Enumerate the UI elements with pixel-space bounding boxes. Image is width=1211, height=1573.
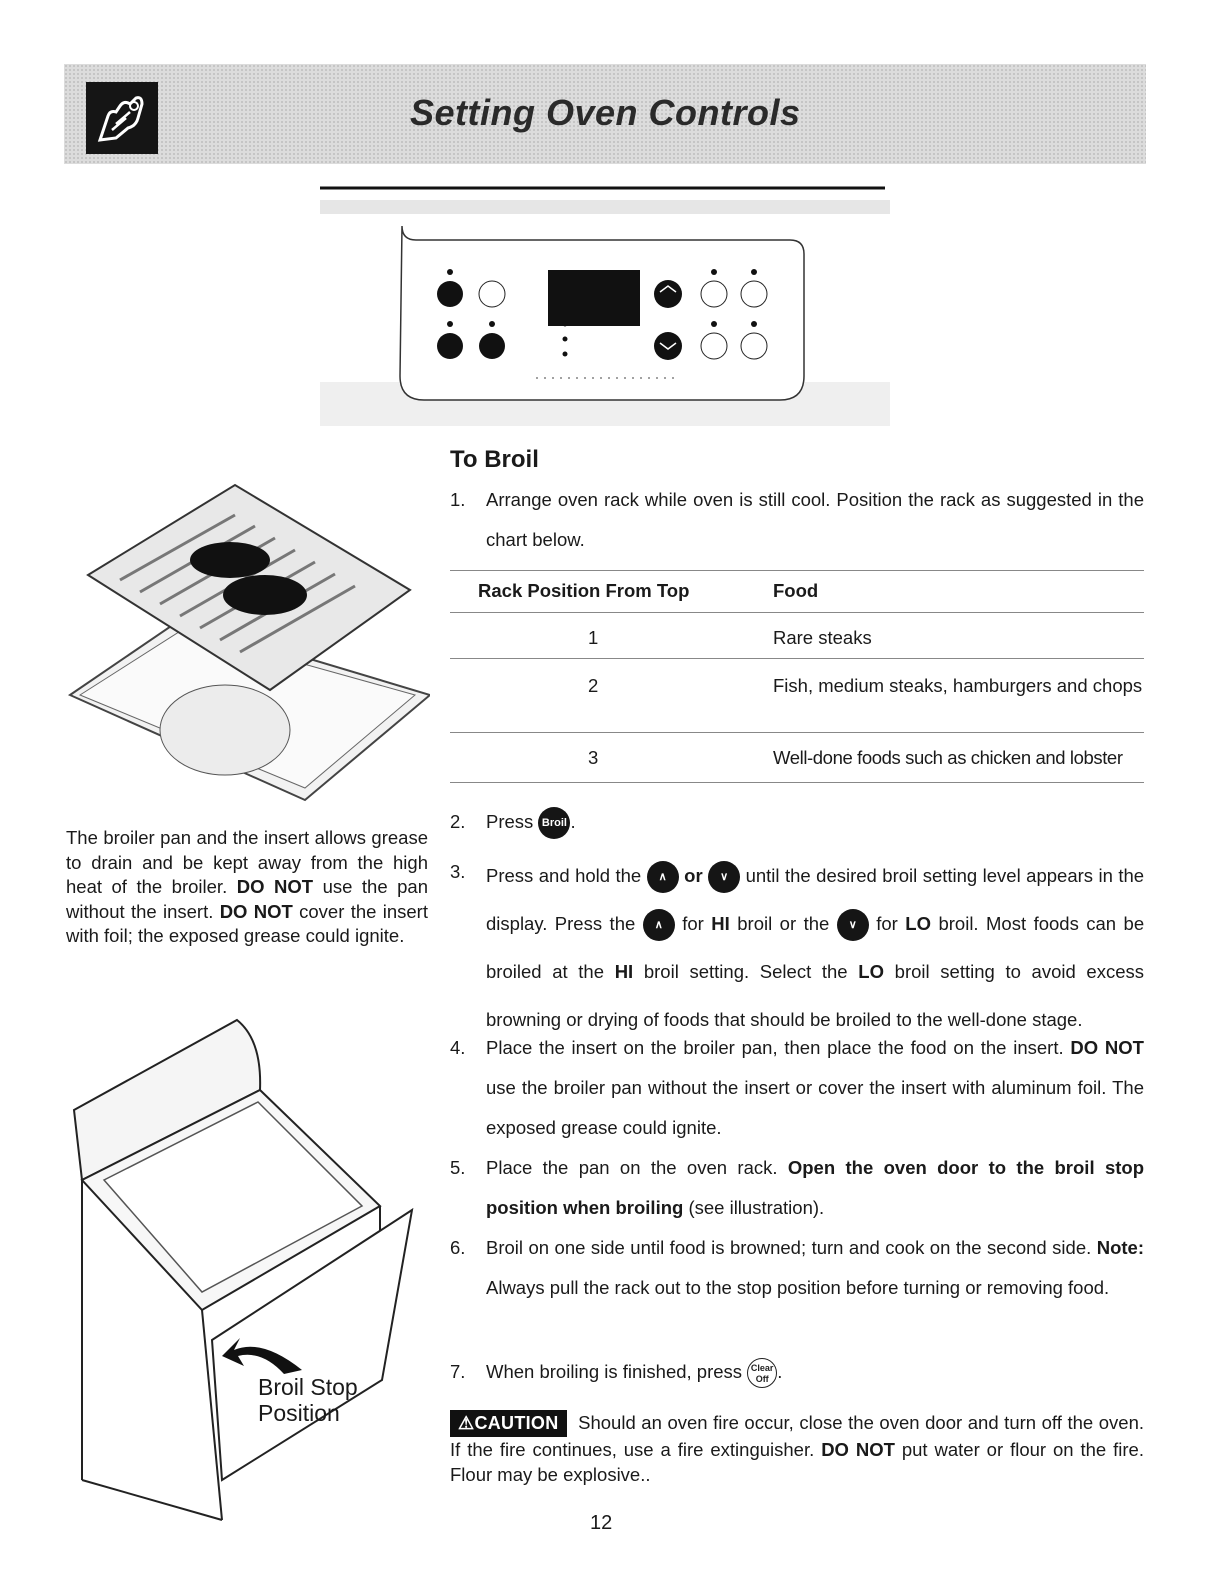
up-arrow-button-icon: ∧ — [647, 861, 679, 893]
page-title: Setting Oven Controls — [410, 92, 801, 133]
step-text: Arrange oven rack while oven is still cool. Position the rack as suggested in the chart below. — [486, 489, 1144, 550]
section-title: To Broil — [450, 446, 539, 473]
step-5 — [450, 1148, 1144, 1228]
step-text: Press and hold the ∧ or ∨ until the desired broil setting level appears in the display. Press the ∧ for HI broil or the ∨ for LO broil. Most foods can be broiled at the HI broil setting. Select the LO broil setting to avoid excess browning or drying of foods that should be broiled to the well-done stage. — [486, 852, 1144, 1044]
broil-button-icon: Broil — [538, 807, 570, 839]
range-broil-stop-illustration — [62, 1010, 422, 1530]
broil-stop-position-label — [258, 1374, 358, 1426]
step-3 — [450, 852, 1145, 1030]
caution-notice: ⚠CAUTION Should an oven fire occur, close the oven door and turn off the oven. If the fire continues, use a fire extinguisher. DO NOT put water or flour on the fire. Flour may be explosive.. — [450, 1412, 1145, 1485]
table-cell-position: 1 — [588, 627, 599, 648]
step-number: 4. — [450, 1037, 466, 1058]
page-number: 12 — [590, 1512, 613, 1534]
broiler-pan-caption: The broiler pan and the insert allows grease to drain and be kept away from the high heat of the broiler. DO NOT use the pan without the insert. DO NOT cover the insert with foil; the exposed grease could ignite. — [66, 827, 428, 946]
down-arrow-button-icon: ∨ — [708, 861, 740, 893]
table-cell-food: Fish, medium steaks, hamburgers and chops — [773, 675, 1143, 696]
step-4 — [450, 1028, 1144, 1148]
step-text: Broil on one side until food is browned; turn and cook on the second side. Note: Always pull the rack out to the stop position before turning or removing food. — [486, 1237, 1145, 1298]
down-arrow-button-icon: ∨ — [837, 909, 869, 941]
section-logo — [86, 82, 158, 154]
table-cell-food: Well-done foods such as chicken and lobster — [773, 747, 1123, 768]
step-7 — [450, 1352, 1144, 1392]
step-text: Place the insert on the broiler pan, then place the food on the insert. DO NOT use the broiler pan without the insert or cover the insert with aluminum foil. The exposed grease could ignite. — [486, 1037, 1144, 1138]
up-arrow-button-icon: ∧ — [643, 909, 675, 941]
table-cell-position: 3 — [588, 747, 599, 768]
step-6 — [450, 1228, 1144, 1348]
caution-badge: ⚠CAUTION — [450, 1410, 567, 1437]
step-number: 3. — [450, 861, 466, 882]
table-header-rack: Rack Position From Top — [478, 580, 690, 601]
step-text: Place the pan on the oven rack. Open the oven door to the broil stop position when broiling (see illustration). — [486, 1157, 1144, 1218]
clear-off-button-icon: Clear Off — [747, 1358, 777, 1388]
broil-stop-label-line1: Broil Stop — [258, 1374, 358, 1400]
table-cell-food: Rare steaks — [773, 627, 872, 648]
step-number: 2. — [450, 811, 466, 832]
step-number: 6. — [450, 1237, 466, 1258]
broil-stop-label-line2: Position — [258, 1400, 340, 1426]
hands-icon — [86, 82, 158, 154]
step-2 — [450, 802, 1144, 842]
step-number: 1. — [450, 489, 466, 510]
step-1 — [450, 480, 1144, 570]
step-number: 7. — [450, 1361, 466, 1382]
step-number: 5. — [450, 1157, 466, 1178]
table-cell-position: 2 — [588, 675, 599, 696]
broiler-pan-illustration — [60, 480, 430, 820]
step-text: When broiling is finished, press Clear Off . — [486, 1352, 1144, 1392]
control-panel-illustration — [320, 186, 890, 426]
step-text: Press Broil . — [486, 802, 1144, 842]
table-header-food: Food — [773, 580, 819, 601]
